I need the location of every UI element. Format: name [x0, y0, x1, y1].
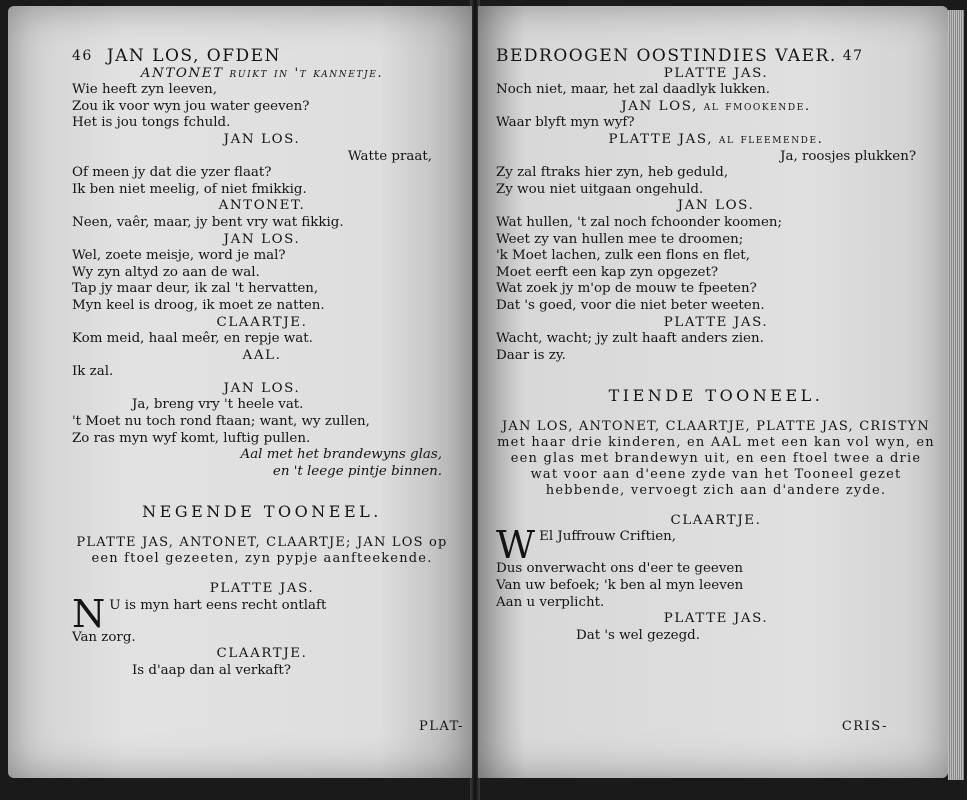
verse-line: Of meen jy dat die yzer flaat? — [72, 165, 272, 181]
verse-line: Moet eerft een kap zyn opgezet? — [496, 264, 719, 280]
verse-line: Wat hullen, 't zal noch fchoonder koomen; — [496, 214, 783, 230]
right-dropcap-line — [496, 523, 936, 568]
verse-line: Ik zal. — [72, 364, 114, 380]
verse-line: Van uw befoek; 'k ben al myn leeven — [496, 578, 744, 594]
verse-line: Zou ik voor wyn jou water geeven? — [72, 98, 310, 114]
left-dropcap-rest: U is myn hart eens recht ontlaft — [109, 597, 327, 613]
left-cast-list: PLATTE JAS, ANTONET, CLAARTJE; JAN LOS op een ftoel gezeeten, zyn pypje aanfteekende. — [76, 535, 448, 567]
verse-line: Waar blyft myn wyf? — [496, 115, 635, 131]
left-catchword: PLAT- — [419, 719, 464, 734]
spacer — [496, 499, 936, 513]
speaker-label: PLATTE JAS. — [663, 65, 769, 81]
verse-line: Dat 's goed, voor die niet beter weeten. — [496, 297, 765, 313]
left-running-head — [72, 48, 452, 65]
left-page-text — [72, 48, 452, 679]
speaker-label: ANTONET. — [218, 198, 306, 214]
verse-line: Neen, vaêr, maar, jy bent vry wat fikkig. — [72, 214, 344, 230]
verse-line: Noch niet, maar, het zal daadlyk lukken. — [496, 82, 771, 98]
speaker-label: PLATTE JAS. — [663, 611, 769, 627]
speaker-label: PLATTE JAS. — [663, 314, 769, 330]
speaker-label: JAN LOS. — [223, 231, 301, 247]
verse-line: Ja, roosjes plukken? — [780, 148, 916, 164]
left-lines-2 — [72, 581, 452, 598]
stage-direction: en 't leege pintje binnen. — [272, 463, 442, 479]
speaker-label: CLAARTJE. — [216, 314, 308, 330]
speaker-label: JAN LOS. — [223, 380, 301, 396]
speaker-label: ANTONET ruikt in 't kannetje. — [140, 65, 384, 81]
verse-line: Zy wou niet uitgaan ongehuld. — [496, 181, 704, 197]
verse-line: Kom meid, haal meêr, en repje wat. — [72, 331, 313, 347]
right-running-title: BEDROOGEN OOSTINDIES VAER. — [496, 46, 837, 66]
verse-line: Ik ben niet meelig, of niet fmikkig. — [72, 181, 307, 197]
right-cast-list: JAN LOS, ANTONET, CLAARTJE, PLATTE JAS, CRISTYN met haar drie kinderen, en AAL met een kan vol wyn, en een glas met brandewyn uit, en een ftoel twee a drie wat voor aan d'eene zyde van het Tooneel gezet hebbende, vervoegt zich aan d'andere zyde. — [497, 418, 935, 498]
left-lines — [72, 66, 452, 481]
verse-line: Wie heeft zyn leeven, — [72, 82, 218, 98]
verse-line: Weet zy van hullen mee te droomen; — [496, 231, 744, 247]
verse-line: Wat zoek jy m'op de mouw te fpeeten? — [496, 281, 757, 297]
spacer — [72, 567, 452, 581]
speaker-label: JAN LOS, al fmookende. — [621, 98, 811, 114]
right-catchword: CRIS- — [841, 719, 888, 734]
verse-line: Dus onverwacht ons d'eer te geeven — [496, 561, 743, 577]
verse-line: Myn keel is droog, ik moet ze natten. — [72, 297, 325, 313]
verse-line: Watte praat, — [347, 148, 432, 164]
right-page-number: 47 — [842, 48, 864, 64]
speaker-label: AAL. — [242, 347, 282, 363]
verse-line: Wy zyn altyd zo aan de wal. — [72, 264, 260, 280]
left-scene-title: NEGENDE TOONEEL. — [142, 502, 382, 522]
verse-line: Het is jou tongs fchuld. — [72, 115, 231, 131]
verse-line: Wacht, wacht; jy zult haaft anders zien. — [496, 331, 764, 347]
left-dropcap: N — [72, 591, 106, 636]
verse-line: Dat 's wel gezegd. — [576, 627, 700, 643]
speaker-label: CLAARTJE. — [216, 646, 308, 662]
stage-direction: Aal met het brandewyns glas, — [240, 447, 442, 463]
verse-line: Is d'aap dan al verkaft? — [132, 662, 291, 678]
left-page — [8, 6, 472, 778]
speaker-label: PLATTE JAS, al fleemende. — [608, 131, 824, 147]
verse-line: Daar is zy. — [496, 347, 566, 363]
right-scene-title: TIENDE TOONEEL. — [608, 386, 824, 406]
page-edges — [948, 10, 964, 780]
verse-line: Wel, zoete meisje, word je mal? — [72, 248, 286, 264]
left-lines-3 — [72, 630, 452, 680]
speaker-label: CLAARTJE. — [670, 512, 762, 528]
verse-line: Ja, breng vry 't heele vat. — [132, 397, 304, 413]
verse-line: Aan u verplicht. — [496, 594, 605, 610]
verse-line: 't Moet nu toch rond ftaan; want, wy zullen, — [72, 414, 370, 430]
right-lines-2 — [496, 561, 936, 644]
left-page-number: 46 — [72, 48, 93, 64]
left-dropcap-line — [72, 591, 452, 636]
speaker-label: JAN LOS. — [223, 131, 301, 147]
verse-line: Tap jy maar deur, ik zal 't hervatten, — [72, 281, 319, 297]
right-running-head — [496, 48, 936, 65]
right-dropcap: W — [496, 523, 536, 568]
speaker-label: PLATTE JAS. — [209, 581, 315, 597]
right-lines — [496, 66, 936, 365]
speaker-label: JAN LOS. — [677, 198, 755, 214]
verse-line: Van zorg. — [72, 629, 136, 645]
left-running-title: JAN LOS, OFDEN — [106, 46, 281, 66]
right-page — [478, 6, 948, 778]
verse-line: 'k Moet lachen, zulk een flons en flet, — [496, 248, 750, 264]
verse-line: Zo ras myn wyf komt, luftig pullen. — [72, 430, 311, 446]
verse-line: Zy zal ftraks hier zyn, heb geduld, — [496, 165, 729, 181]
right-dropcap-rest: El Juffrouw Criftien, — [539, 529, 677, 545]
right-page-text — [496, 48, 936, 644]
